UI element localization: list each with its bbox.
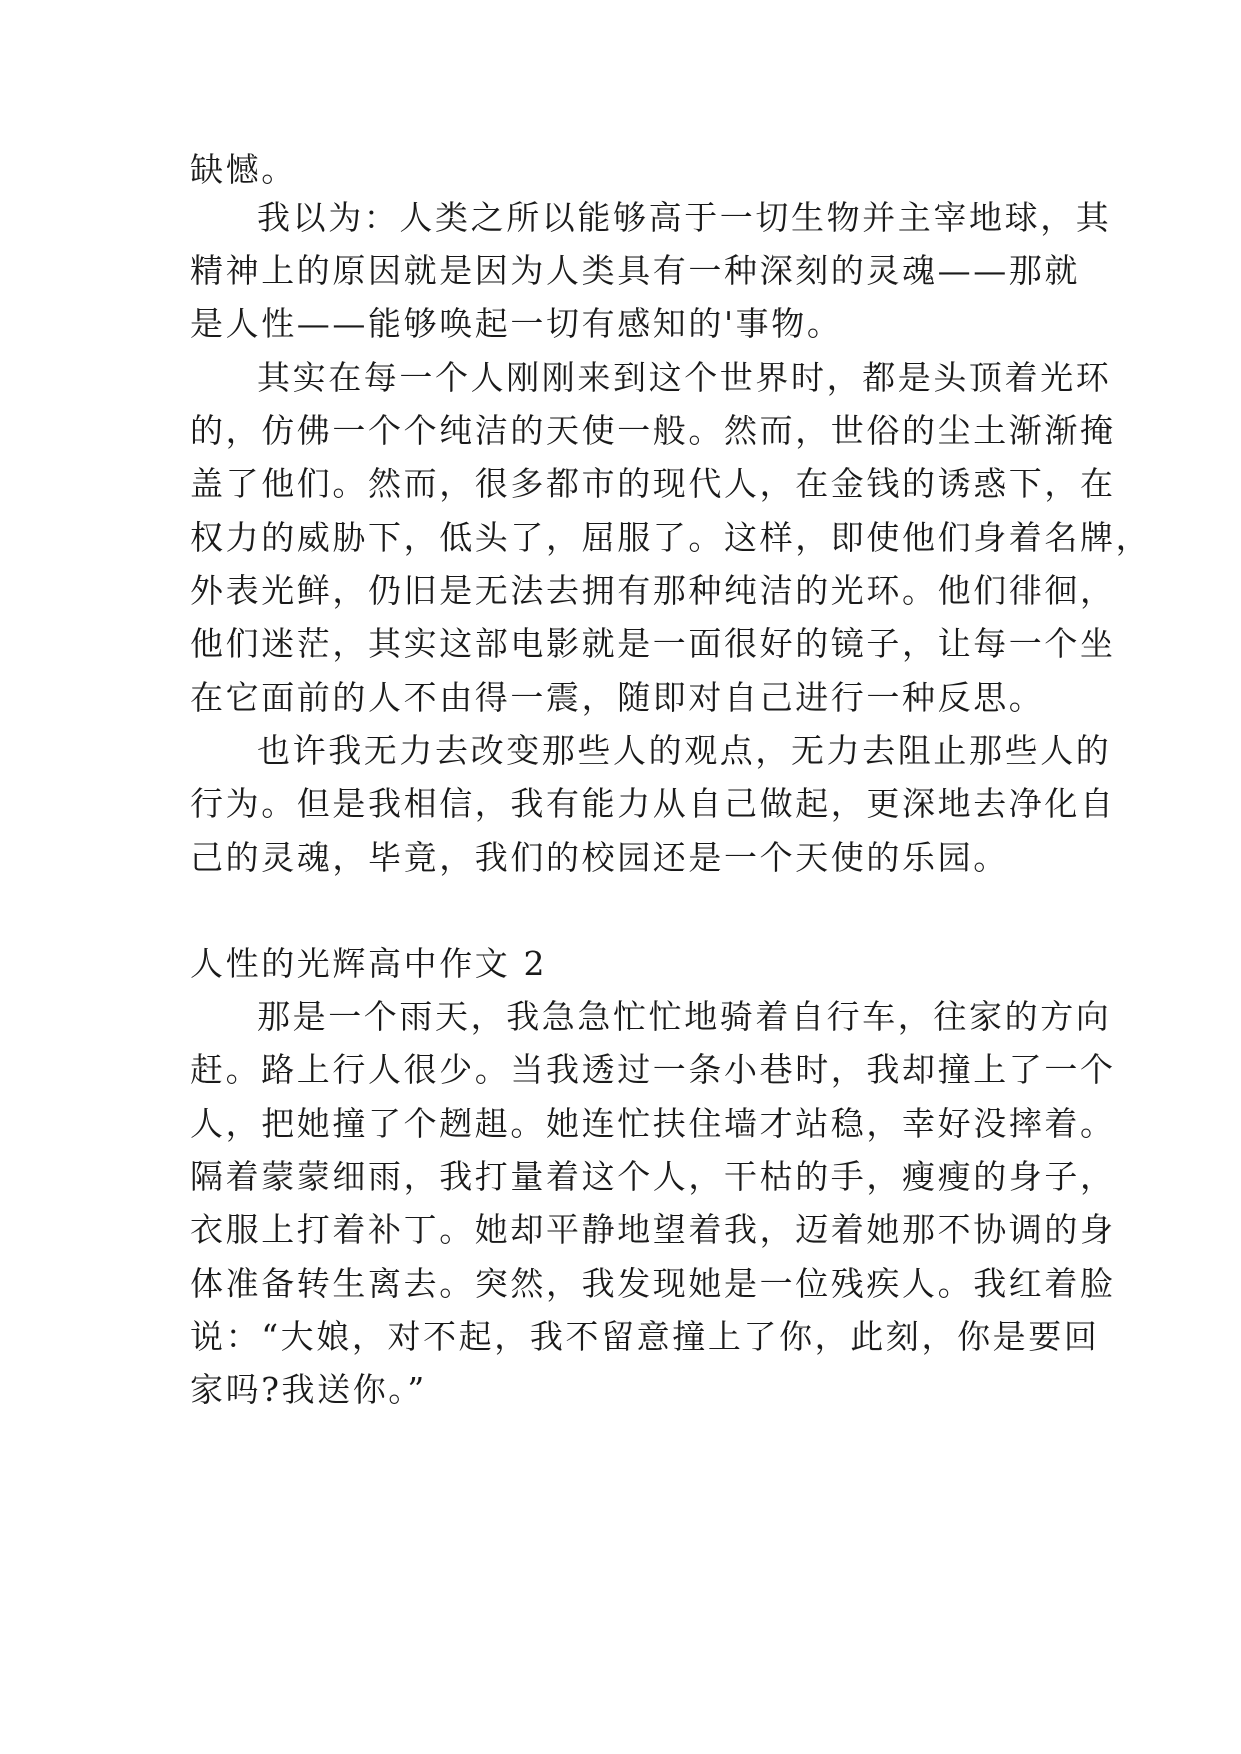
paragraph-4-line: 赶。路上行人很少。当我透过一条小巷时，我却撞上了一个	[190, 1050, 1116, 1089]
paragraph-4-line: 衣服上打着补丁。她却平静地望着我，迈着她那不协调的身	[190, 1210, 1116, 1249]
paragraph-2-line: 外表光鲜，仍旧是无法去拥有那种纯洁的光环。他们徘徊，	[190, 571, 1116, 610]
paragraph-4-line: 体准备转生离去。突然，我发现她是一位残疾人。我红着脸	[190, 1264, 1116, 1303]
paragraph-4-line: 人，把她撞了个趔趄。她连忙扶住墙才站稳，幸好没摔着。	[190, 1104, 1116, 1143]
paragraph-2-line: 盖了他们。然而，很多都市的现代人，在金钱的诱惑下，在	[190, 464, 1116, 503]
paragraph-1-line: 是人性——能够唤起一切有感知的'事物。	[190, 304, 843, 343]
paragraph-2-line: 他们迷茫，其实这部电影就是一面很好的镜子，让每一个坐	[190, 624, 1116, 663]
paragraph-1-line: 我以为：人类之所以能够高于一切生物并主宰地球，其	[257, 198, 1112, 237]
section-title: 人性的光辉高中作文 2	[190, 944, 548, 983]
paragraph-4-line: 家吗?我送你。”	[190, 1370, 427, 1409]
paragraph-3-line: 也许我无力去改变那些人的观点，无力去阻止那些人的	[257, 731, 1112, 770]
paragraph-3-line: 行为。但是我相信，我有能力从自己做起，更深地去净化自	[190, 784, 1116, 823]
paragraph-continuation-line: 缺憾。	[190, 150, 297, 189]
paragraph-2-line: 在它面前的人不由得一震，随即对自己进行一种反思。	[190, 678, 1045, 717]
paragraph-1-line: 精神上的原因就是因为人类具有一种深刻的灵魂——那就	[190, 251, 1080, 290]
paragraph-2-line: 其实在每一个人刚刚来到这个世界时，都是头顶着光环	[257, 358, 1112, 397]
paragraph-2-line: 的，仿佛一个个纯洁的天使一般。然而，世俗的尘土渐渐掩	[190, 411, 1116, 450]
paragraph-4-line: 隔着蒙蒙细雨，我打量着这个人，干枯的手，瘦瘦的身子，	[190, 1157, 1116, 1196]
paragraph-3-line: 己的灵魂，毕竟，我们的校园还是一个天使的乐园。	[190, 838, 1009, 877]
paragraph-4-line: 说：“大娘，对不起，我不留意撞上了你，此刻，你是要回	[190, 1317, 1100, 1356]
paragraph-4-line: 那是一个雨天，我急急忙忙地骑着自行车，往家的方向	[257, 997, 1112, 1036]
paragraph-2-line: 权力的威胁下，低头了，屈服了。这样，即使他们身着名牌，	[190, 518, 1152, 557]
